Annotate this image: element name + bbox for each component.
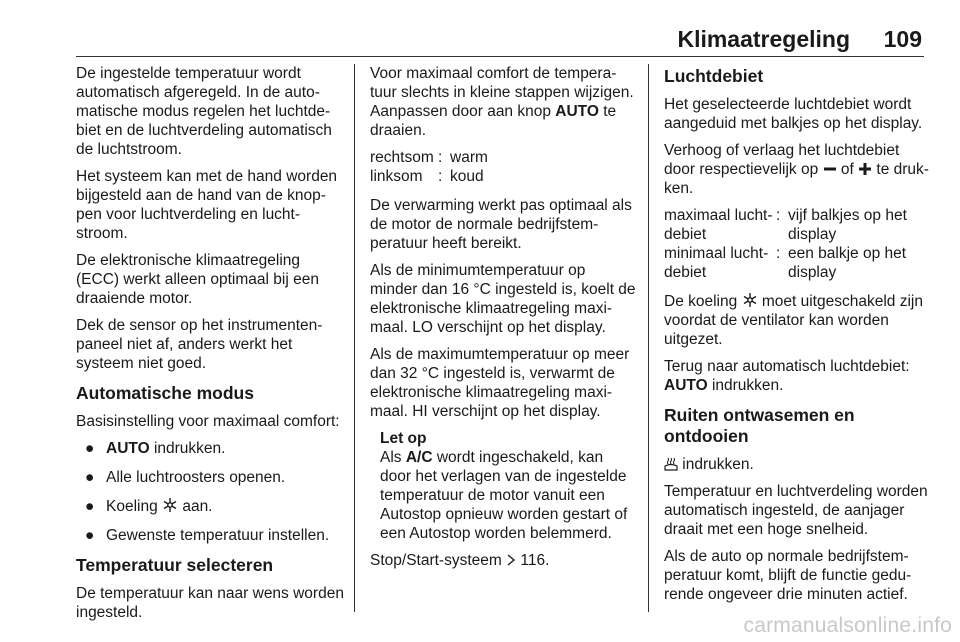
column-1 bbox=[76, 64, 344, 630]
section-heading-airflow: Luchtdebiet bbox=[664, 66, 764, 86]
auto-label: AUTO bbox=[106, 440, 150, 457]
bullet-icon: ● bbox=[85, 527, 95, 544]
auto-label: AUTO bbox=[664, 377, 708, 394]
column-3 bbox=[664, 64, 930, 612]
paragraph: De ingestelde temperatuur wordt automatisch afgeregeld. In de automatische modus regelen het luchtdebiet en de luchtverdeling automatisch de luchtstroom. bbox=[76, 65, 332, 158]
column-2 bbox=[370, 64, 636, 578]
table-key: minimaal luchtdebiet bbox=[664, 245, 769, 281]
table-sep: : bbox=[776, 207, 781, 224]
direction-table bbox=[370, 148, 636, 186]
note-title: Let op bbox=[380, 430, 427, 447]
page-number: 109 bbox=[883, 26, 922, 52]
paragraph bbox=[664, 357, 930, 395]
paragraph: Temperatuur en luchtverdeling worden automatisch ingesteld, de aanjager draait met een hoge snelheid. bbox=[664, 483, 928, 538]
text: of bbox=[836, 161, 859, 178]
text: Als bbox=[380, 449, 406, 466]
text: Voor maximaal comfort de temperatuur slechts in kleine stappen wijzigen. Aanpassen door aan knop bbox=[370, 65, 634, 120]
list-item bbox=[76, 497, 344, 516]
table-key: rechtsom bbox=[370, 149, 434, 166]
text: moet uitgeschakeld zijn voordat de ventilator kan worden uitgezet. bbox=[664, 293, 923, 348]
section-heading-automatic-mode: Automatische modus bbox=[76, 383, 254, 403]
list-item-text: Alle luchtroosters openen. bbox=[106, 469, 286, 486]
table-value: koud bbox=[450, 168, 484, 185]
auto-label: AUTO bbox=[555, 103, 599, 120]
windscreen-defrost-icon bbox=[664, 457, 678, 471]
table-value: warm bbox=[450, 149, 488, 166]
page-header bbox=[0, 0, 960, 60]
list-item-text: Gewenste temperatuur instellen. bbox=[106, 527, 330, 544]
paragraph: De verwarming werkt pas optimaal als de motor de normale bedrijfstemperatuur heeft bereikt. bbox=[370, 197, 632, 252]
paragraph bbox=[664, 141, 930, 198]
text: wordt ingeschakeld, kan door het verlagen van de ingestelde temperatuur de motor vanuit een Autostop opnieuw worden gestart of een Autostop worden belemmerd. bbox=[380, 449, 628, 542]
paragraph bbox=[664, 292, 930, 349]
paragraph: De temperatuur kan naar wens worden ingesteld. bbox=[76, 585, 344, 621]
bullet-icon: ● bbox=[85, 498, 95, 515]
section-heading-temperature: Temperatuur selecteren bbox=[76, 555, 274, 575]
minus-icon bbox=[823, 162, 837, 176]
paragraph: Het systeem kan met de hand worden bijgesteld aan de hand van de knoppen voor luchtverdeling en luchtstroom. bbox=[76, 168, 338, 242]
text: Stop/Start-systeem bbox=[370, 552, 507, 569]
text: te draaien. bbox=[370, 103, 617, 139]
plus-icon bbox=[858, 162, 872, 176]
table-sep: : bbox=[776, 245, 781, 262]
list-item-text: indrukken. bbox=[149, 440, 226, 457]
bullet-list bbox=[76, 439, 344, 545]
table-key: linksom bbox=[370, 168, 423, 185]
paragraph: Als de auto op normale bedrijfstemperatuur komt, blijft de functie gedurende ongeveer drie minuten actief. bbox=[664, 548, 912, 603]
table-value: vijf balkjes op het display bbox=[788, 207, 907, 243]
paragraph: Als de maximumtemperatuur op meer dan 32 °C ingesteld is, verwarmt de elektronische klimaatregeling maximaal. HI verschijnt op het display. bbox=[370, 346, 630, 420]
list-item bbox=[76, 526, 344, 545]
table-value: een balkje op het display bbox=[788, 245, 907, 281]
text: Terug naar automatisch luchtdebiet: bbox=[664, 358, 910, 375]
paragraph: Basisinstelling voor maximaal comfort: bbox=[76, 413, 340, 430]
reference-arrow-icon bbox=[506, 553, 516, 567]
text: indrukken. bbox=[678, 456, 754, 473]
table-sep: : bbox=[438, 168, 443, 185]
cross-reference bbox=[370, 551, 636, 570]
list-item bbox=[76, 439, 344, 458]
list-item-text: Koeling bbox=[106, 498, 163, 515]
header-divider bbox=[76, 56, 924, 57]
snowflake-icon bbox=[742, 292, 758, 308]
text: te drukken. bbox=[664, 161, 929, 197]
airflow-table bbox=[664, 206, 930, 282]
snowflake-icon bbox=[162, 497, 178, 513]
ac-label: A/C bbox=[405, 449, 433, 466]
bullet-icon: ● bbox=[85, 440, 95, 457]
watermark: carmanualsonline.info bbox=[743, 614, 952, 637]
section-heading-defrost: Ruiten ontwasemen en ontdooien bbox=[664, 405, 855, 446]
table-sep: : bbox=[438, 149, 443, 166]
paragraph: De elektronische klimaatregeling (ECC) werkt alleen optimaal bij een draaiende motor. bbox=[76, 252, 319, 307]
paragraph bbox=[370, 64, 636, 140]
note-box bbox=[370, 429, 636, 543]
paragraph: Dek de sensor op het instrumentenpaneel niet af, anders werkt het systeem niet goed. bbox=[76, 317, 323, 372]
paragraph bbox=[664, 455, 930, 474]
text: De koeling bbox=[664, 293, 742, 310]
text: 116. bbox=[516, 552, 550, 569]
paragraph: Als de minimumtemperatuur op minder dan 16 °C ingesteld is, koelt de elektronische klimaatregeling maximaal. LO verschijnt op het display. bbox=[370, 262, 636, 336]
note-text bbox=[380, 448, 636, 543]
bullet-icon: ● bbox=[85, 469, 95, 486]
list-item-text: aan. bbox=[178, 498, 213, 515]
paragraph: Het geselecteerde luchtdebiet wordt aangeduid met balkjes op het display. bbox=[664, 96, 923, 132]
list-item bbox=[76, 468, 344, 487]
table-key: maximaal luchtdebiet bbox=[664, 207, 773, 243]
text: indrukken. bbox=[707, 377, 784, 394]
page-title: Klimaatregeling bbox=[677, 26, 850, 52]
column-divider-1 bbox=[354, 64, 355, 612]
column-divider-2 bbox=[648, 64, 649, 612]
text: Verhoog of verlaag het luchtdebiet door respectievelijk op bbox=[664, 142, 900, 178]
